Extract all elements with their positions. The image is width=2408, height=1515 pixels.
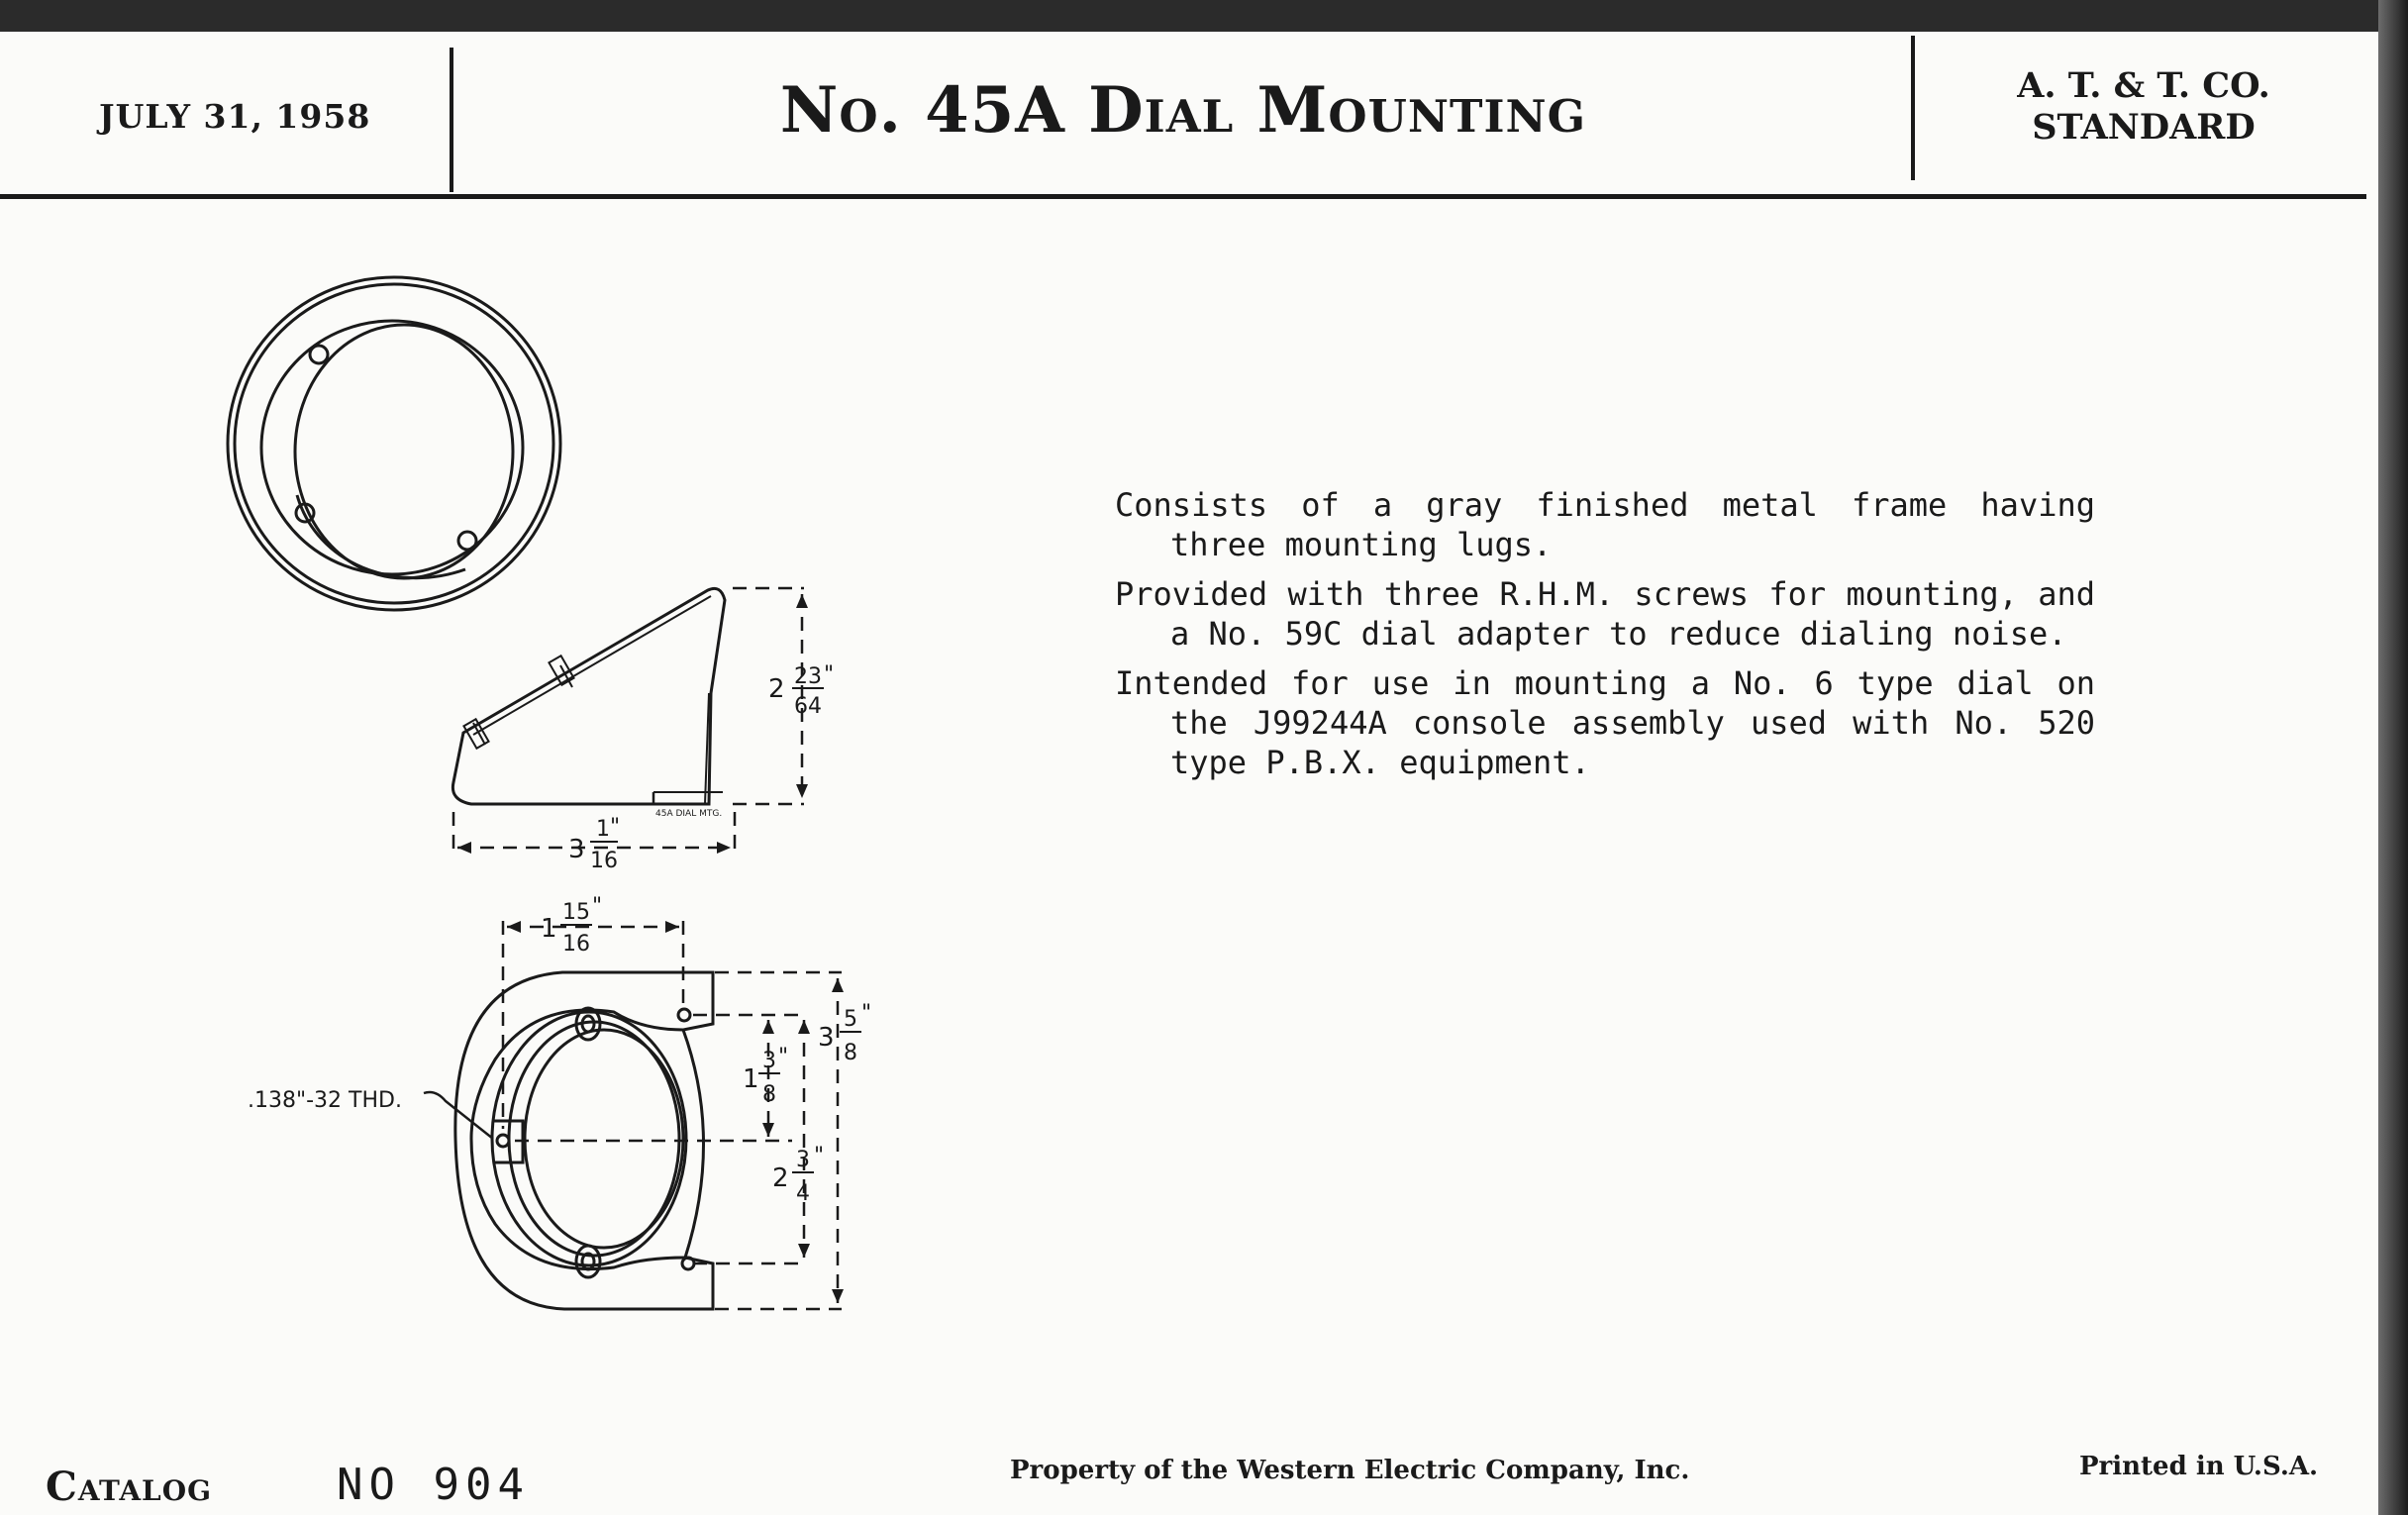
org-standard: STANDARD [2032,107,2256,148]
dim-overall-height-den: 8 [844,1041,857,1065]
mounting-hole-icon [458,532,476,550]
dim-lower-span-whole: 2 [772,1163,789,1193]
dim-top-width-whole: 1 [541,914,557,944]
dim-top-width-num: 15 [562,900,590,925]
dim-overall-height-num: 5 [844,1007,857,1032]
dim-overall-height-whole: 3 [818,1023,835,1053]
part-marking: 45A DIAL MTG. [655,809,723,819]
inch-mark: " [814,1144,825,1168]
thread-leader [424,1092,493,1139]
dim-side-width-num: 1 [596,817,610,842]
dim-hole-spacing-num: 3 [762,1049,776,1073]
dim-hole-spacing-whole: 1 [743,1064,759,1094]
catalog-number: NO 904 [337,1460,530,1510]
dim-side-height-den: 64 [794,694,822,719]
dimension-arrows [457,594,844,1303]
dim-lower-span-den: 4 [796,1181,810,1206]
thread-note: .138"-32 THD. [248,1088,402,1113]
issue-date: JULY 31, 1958 [99,97,371,136]
dim-side-height-num: 23 [794,664,822,689]
dim-side-width-whole: 3 [568,835,585,864]
property-notice: Property of the Western Electric Company, Inc. [1010,1456,1690,1485]
description-paragraph: Consists of a gray finished metal frame having three mounting lugs. [1115,486,2095,563]
inch-mark: " [824,662,835,687]
dim-side-height-whole: 2 [768,674,785,704]
lug-hole-icon [678,1009,690,1021]
inch-mark: " [778,1045,789,1069]
inch-mark: " [592,894,603,919]
printed-notice: Printed in U.S.A. [2079,1452,2319,1481]
dim-lower-span-num: 3 [796,1148,810,1172]
org-name: A. T. & T. CO. [2017,65,2270,106]
thread-hole-icon [497,1135,509,1147]
description-paragraph: Intended for use in mounting a No. 6 type dial on the J99244A console assembly used with No. 520 type P.B.X. equipment. [1115,664,2095,781]
catalog-label: Catalog [46,1464,213,1510]
inch-mark: " [610,815,621,840]
dim-hole-spacing-den: 8 [762,1082,776,1107]
side-view [452,588,725,804]
description-paragraph: Provided with three R.H.M. screws for mounting, and a No. 59C dial adapter to reduce dialing noise. [1115,575,2095,653]
front-view [228,277,560,610]
page-title: No. 45A Dial Mounting [779,73,1587,148]
dim-side-width-den: 16 [590,849,618,873]
mounting-hole-icon [310,346,328,363]
inch-mark: " [861,1001,872,1026]
rivet-icon [576,1246,600,1277]
dim-top-width-den: 16 [562,932,590,957]
